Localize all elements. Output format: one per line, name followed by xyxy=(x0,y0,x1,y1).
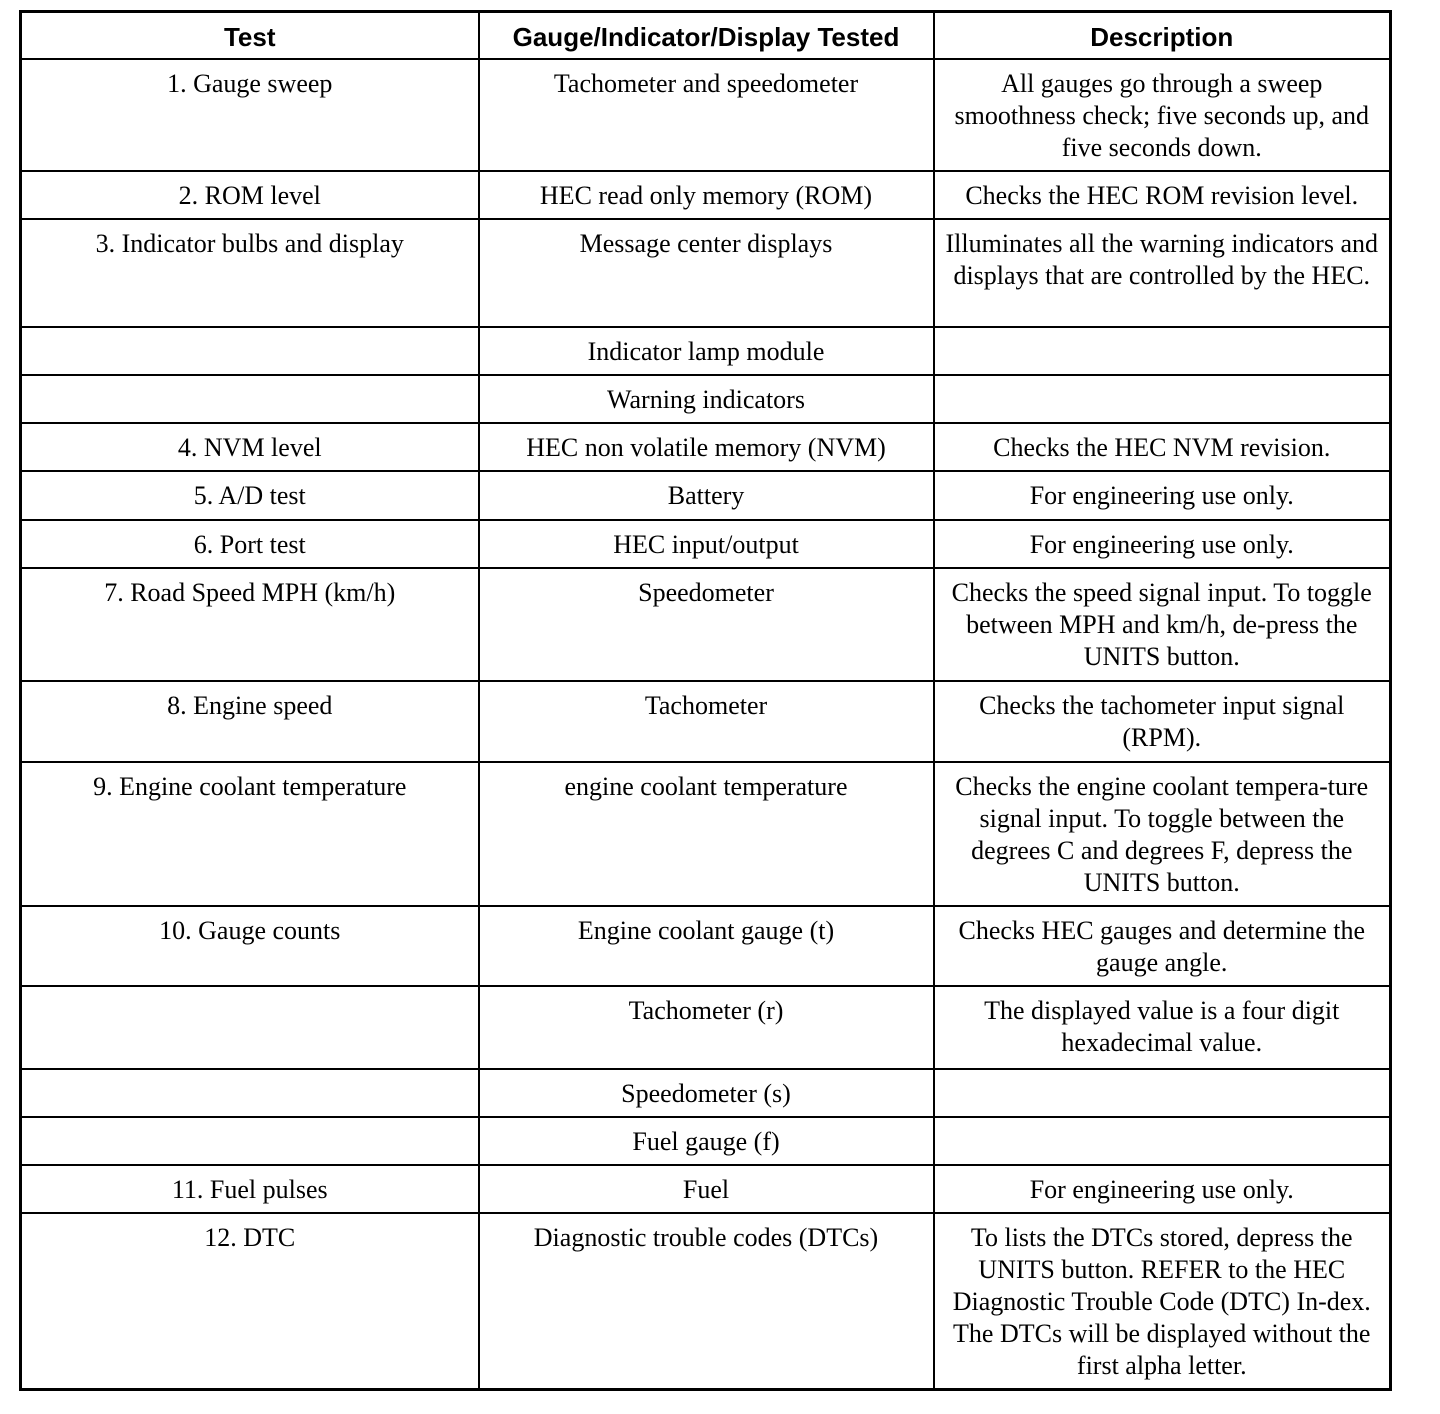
description-cell: Checks the HEC NVM revision. xyxy=(934,423,1391,471)
test-cell: 3. Indicator bulbs and display xyxy=(21,219,479,327)
description-cell: To lists the DTCs stored, depress the UNITS button. REFER to the HEC Diagnostic Trouble Code (DTC) In-dex. The DTCs will be displayed without the first alpha letter. xyxy=(934,1213,1391,1390)
table-row xyxy=(21,375,1391,423)
description-cell: Checks the speed signal input. To toggle between MPH and km/h, de-press the UNITS button. xyxy=(934,568,1391,681)
description-cell: Illuminates all the warning indicators and displays that are controlled by the HEC. xyxy=(934,219,1391,327)
table-row xyxy=(21,1213,1391,1390)
gauge-cell: Fuel xyxy=(479,1165,934,1213)
test-cell: 12. DTC xyxy=(21,1213,479,1390)
table-row xyxy=(21,471,1391,520)
test-cell: 4. NVM level xyxy=(21,423,479,471)
table-row xyxy=(21,986,1391,1069)
description-cell xyxy=(934,1069,1391,1117)
gauge-cell: Engine coolant gauge (t) xyxy=(479,906,934,986)
table-row xyxy=(21,1117,1391,1165)
gauge-cell: engine coolant temperature xyxy=(479,762,934,906)
gauge-cell: Indicator lamp module xyxy=(479,327,934,375)
column-header-description: Description xyxy=(934,12,1391,59)
table-row xyxy=(21,520,1391,568)
test-cell: 10. Gauge counts xyxy=(21,906,479,986)
test-cell: 7. Road Speed MPH (km/h) xyxy=(21,568,479,681)
description-cell: Checks the tachometer input signal (RPM). xyxy=(934,681,1391,762)
gauge-cell: Fuel gauge (f) xyxy=(479,1117,934,1165)
table-row xyxy=(21,59,1391,171)
gauge-cell: Battery xyxy=(479,471,934,520)
test-cell: 9. Engine coolant temperature xyxy=(21,762,479,906)
gauge-cell: Message center displays xyxy=(479,219,934,327)
description-cell xyxy=(934,327,1391,375)
table-row xyxy=(21,1165,1391,1213)
gauge-cell: Tachometer (r) xyxy=(479,986,934,1069)
table-row xyxy=(21,1069,1391,1117)
description-cell: Checks the HEC ROM revision level. xyxy=(934,171,1391,219)
gauge-cell: Speedometer xyxy=(479,568,934,681)
column-header-test: Test xyxy=(21,12,479,59)
description-cell: For engineering use only. xyxy=(934,1165,1391,1213)
test-cell xyxy=(21,327,479,375)
description-cell xyxy=(934,1117,1391,1165)
table-row xyxy=(21,171,1391,219)
test-cell: 2. ROM level xyxy=(21,171,479,219)
table-row xyxy=(21,568,1391,681)
table-row xyxy=(21,762,1391,906)
gauge-cell: Diagnostic trouble codes (DTCs) xyxy=(479,1213,934,1390)
column-header-gauge: Gauge/Indicator/Display Tested xyxy=(479,12,934,59)
test-cell: 11. Fuel pulses xyxy=(21,1165,479,1213)
table-row xyxy=(21,327,1391,375)
gauge-cell: HEC read only memory (ROM) xyxy=(479,171,934,219)
test-cell: 8. Engine speed xyxy=(21,681,479,762)
description-cell: The displayed value is a four digit hexadecimal value. xyxy=(934,986,1391,1069)
description-cell: Checks HEC gauges and determine the gauge angle. xyxy=(934,906,1391,986)
description-cell xyxy=(934,375,1391,423)
gauge-test-table xyxy=(19,10,1392,1391)
gauge-cell: Tachometer and speedometer xyxy=(479,59,934,171)
gauge-cell: Tachometer xyxy=(479,681,934,762)
gauge-cell: Warning indicators xyxy=(479,375,934,423)
test-cell xyxy=(21,375,479,423)
gauge-cell: HEC input/output xyxy=(479,520,934,568)
description-cell: All gauges go through a sweep smoothness check; five seconds up, and five seconds down. xyxy=(934,59,1391,171)
description-cell: Checks the engine coolant tempera-ture signal input. To toggle between the degrees C and degrees F, depress the UNITS button. xyxy=(934,762,1391,906)
description-cell: For engineering use only. xyxy=(934,520,1391,568)
test-cell xyxy=(21,1117,479,1165)
test-cell xyxy=(21,986,479,1069)
table-row xyxy=(21,681,1391,762)
table-row xyxy=(21,219,1391,327)
test-cell xyxy=(21,1069,479,1117)
test-cell: 1. Gauge sweep xyxy=(21,59,479,171)
gauge-cell: Speedometer (s) xyxy=(479,1069,934,1117)
table-row xyxy=(21,906,1391,986)
document-page xyxy=(19,10,1389,1391)
test-cell: 5. A/D test xyxy=(21,471,479,520)
table-row xyxy=(21,423,1391,471)
test-cell: 6. Port test xyxy=(21,520,479,568)
header-row xyxy=(21,12,1391,59)
description-cell: For engineering use only. xyxy=(934,471,1391,520)
gauge-cell: HEC non volatile memory (NVM) xyxy=(479,423,934,471)
